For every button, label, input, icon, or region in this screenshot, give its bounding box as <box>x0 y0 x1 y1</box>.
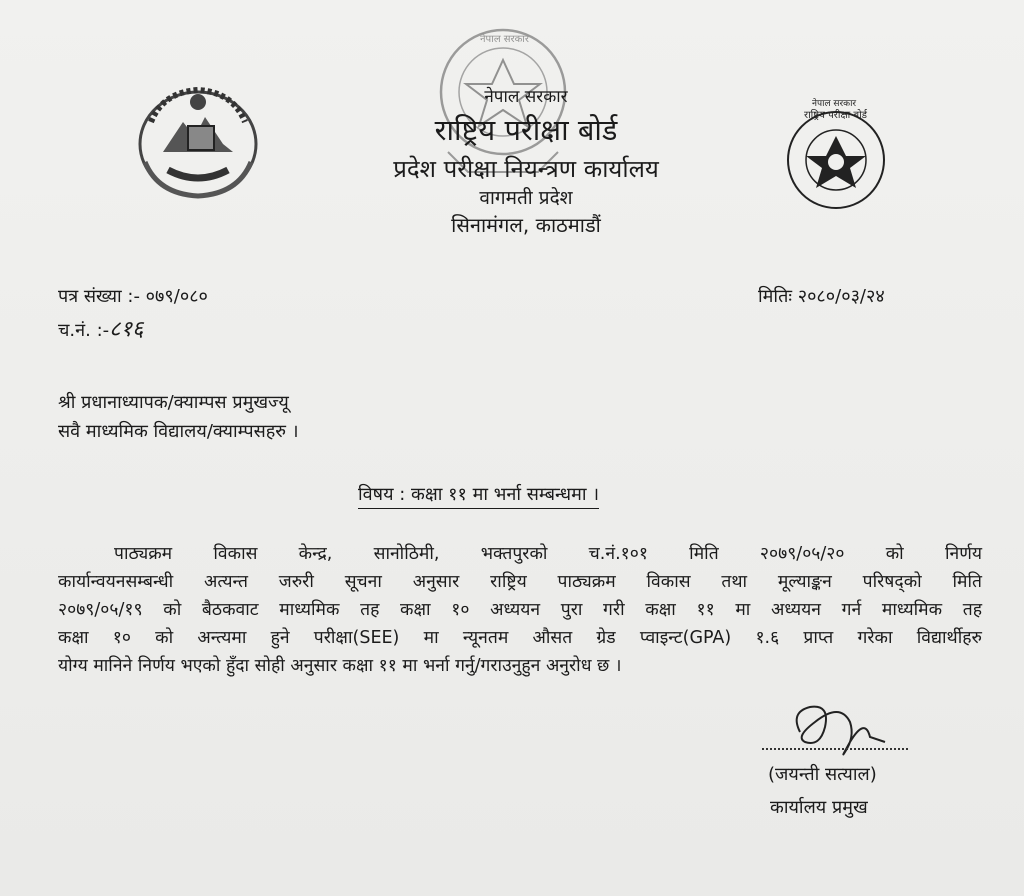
addressee-line-2: सवै माध्यमिक विद्यालय/क्याम्पसहरु । <box>58 421 299 442</box>
signatory-title: कार्यालय प्रमुख <box>770 797 868 818</box>
dispatch-label: च.नं. :- <box>58 320 110 341</box>
reference-number: पत्र संख्या :- ०७९/०८० <box>58 286 208 307</box>
header-province: वागमती प्रदेश <box>479 187 573 209</box>
body-line-2: कार्यान्वयनसम्बन्धी अत्यन्त जरुरी सूचना अनुसार राष्ट्रिय पाठ्यक्रम विकास तथा मूल्याङ्कन परिषद्को मिति <box>58 572 982 592</box>
body-line-3: २०७९/०५/१९ को बैठकवाट माध्यमिक तह कक्षा १० अध्ययन पुरा गरी कक्षा ११ मा अध्ययन गर्न माध्यमिक तह <box>58 600 982 620</box>
signature-dotted-line <box>762 748 908 750</box>
logo-sub-text: राष्ट्रिय परीक्षा बोर्ड <box>804 110 868 121</box>
dispatch-number-line <box>58 313 143 343</box>
body-line-5: योग्य मानिने निर्णय भएको हुँदा सोही अनुसार कक्षा ११ मा भर्ना गर्नु/गराउनुहुन अनुरोध छ । <box>58 656 622 676</box>
letter-date: मितिः २०८०/०३/२४ <box>758 286 885 307</box>
body-line-4: कक्षा १० को अन्त्यमा हुने परीक्षा(SEE) मा न्यूनतम औसत ग्रेड प्वाइन्ट(GPA) १.६ प्राप्त गरेका विद्यार्थीहरु <box>58 628 982 648</box>
addressee-line-1: श्री प्रधानाध्यापक/क्याम्पस प्रमुखज्यू <box>58 392 289 413</box>
header-office: प्रदेश परीक्षा नियन्त्रण कार्यालय <box>393 155 659 183</box>
dispatch-number-handwritten: ८१६ <box>109 317 144 342</box>
header-govt: नेपाल सरकार <box>484 87 568 107</box>
header-board: राष्ट्रिय परीक्षा बोर्ड <box>434 113 618 147</box>
logo-top-text: नेपाल सरकार <box>812 99 857 109</box>
signatory-name: (जयन्ती सत्याल) <box>768 764 877 785</box>
stamp-text: नेपाल सरकार <box>480 34 529 45</box>
handwritten-signature <box>770 692 910 762</box>
body-line-1: पाठ्यक्रम विकास केन्द्र, सानोठिमी, भक्तपुरको च.नं.१०१ मिति २०७९/०५/२० को निर्णय <box>114 544 982 564</box>
subject-line: विषय : कक्षा ११ मा भर्ना सम्बन्धमा । <box>358 482 599 509</box>
letter-body <box>58 540 982 680</box>
header-address: सिनामंगल, काठमाडौं <box>451 213 601 237</box>
